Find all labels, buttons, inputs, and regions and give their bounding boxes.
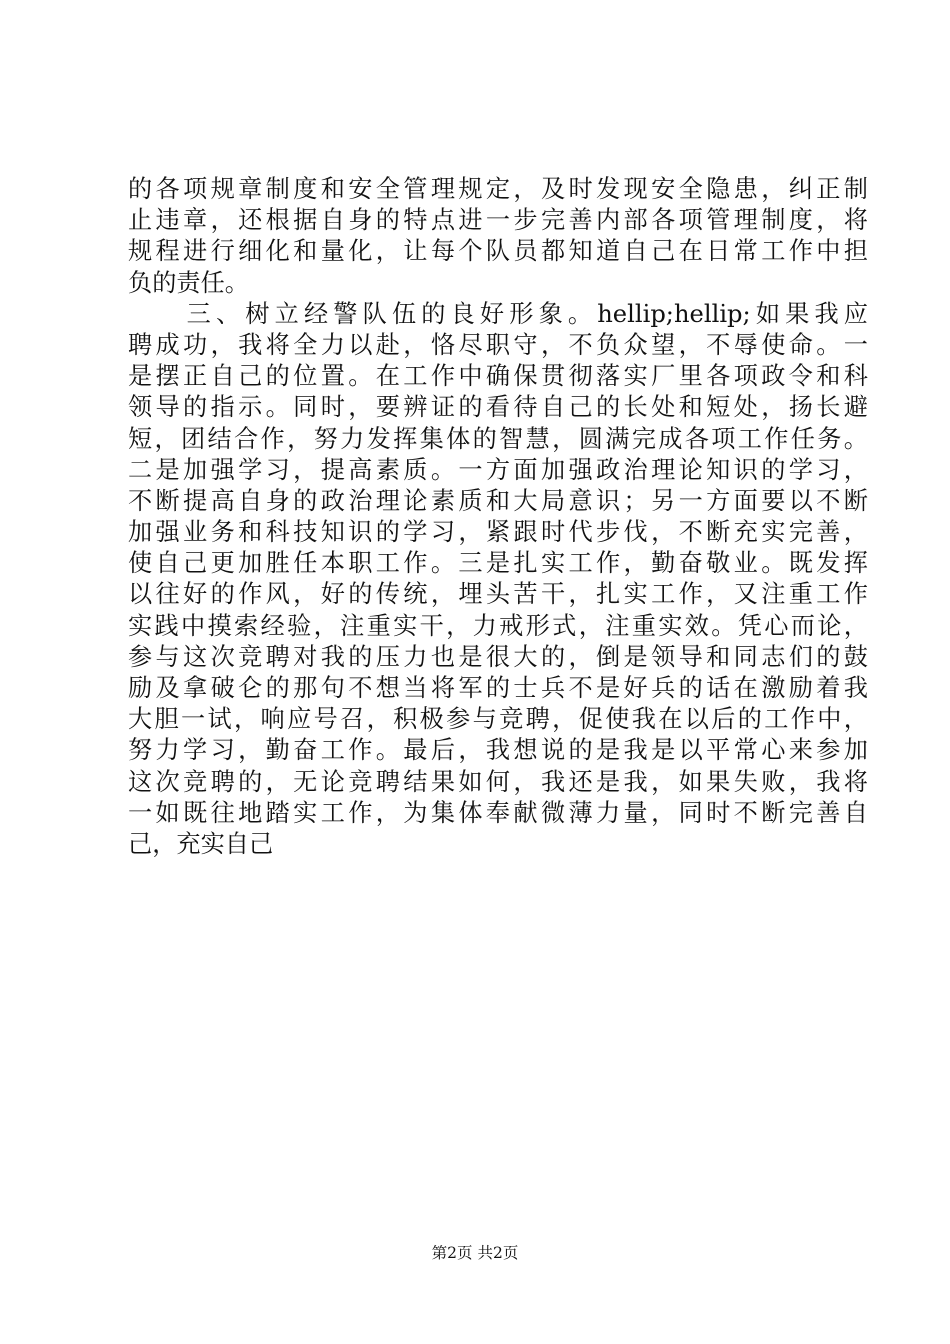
text-line: 使自己更加胜任本职工作。三是扎实工作，勤奋敬业。既发挥 xyxy=(128,549,868,578)
text-line: 止违章，还根据自身的特点进一步完善内部各项管理制度，将 xyxy=(128,206,868,235)
text-line: 聘成功，我将全力以赴，恪尽职守，不负众望，不辱使命。一 xyxy=(128,330,868,359)
text-line: 是摆正自己的位置。在工作中确保贯彻落实厂里各项政令和科 xyxy=(128,362,868,391)
text-line: 三、树立经警队伍的良好形象。hellip;hellip;如果我应 xyxy=(128,299,868,328)
text-line: 这次竞聘的，无论竞聘结果如何，我还是我，如果失败，我将 xyxy=(128,767,868,796)
text-line: 实践中摸索经验，注重实干，力戒形式，注重实效。凭心而论， xyxy=(128,611,868,640)
text-line: 规程进行细化和量化，让每个队员都知道自己在日常工作中担 xyxy=(128,237,868,266)
text-line: 的各项规章制度和安全管理规定，及时发现安全隐患，纠正制 xyxy=(128,175,868,203)
text-line: 参与这次竞聘对我的压力也是很大的，倒是领导和同志们的鼓 xyxy=(128,642,868,671)
text-line: 努力学习，勤奋工作。最后，我想说的是我是以平常心来参加 xyxy=(128,736,868,765)
text-line: 大胆一试，响应号召，积极参与竞聘，促使我在以后的工作中， xyxy=(128,705,868,734)
text-line: 加强业务和科技知识的学习，紧跟时代步伐，不断充实完善， xyxy=(128,518,868,547)
text-line: 不断提高自身的政治理论素质和大局意识；另一方面要以不断 xyxy=(128,486,868,515)
text-line: 励及拿破仑的那句不想当将军的士兵不是好兵的话在激励着我 xyxy=(128,674,868,702)
body-text xyxy=(128,174,868,860)
text-line: 一如既往地踏实工作，为集体奉献微薄力量，同时不断完善自 xyxy=(128,798,868,827)
text-line: 二是加强学习，提高素质。一方面加强政治理论知识的学习， xyxy=(128,455,868,484)
text-line: 以往好的作风，好的传统，埋头苦干，扎实工作，又注重工作 xyxy=(128,580,868,609)
text-line: 负的责任。 xyxy=(128,268,249,297)
text-line: 领导的指示。同时，要辨证的看待自己的长处和短处，扬长避 xyxy=(128,393,868,422)
page-footer: 第2页 共2页 xyxy=(431,1244,519,1262)
text-line: 短，团结合作，努力发挥集体的智慧，圆满完成各项工作任务。 xyxy=(128,424,868,453)
text-line: 己，充实自己 xyxy=(128,829,274,858)
